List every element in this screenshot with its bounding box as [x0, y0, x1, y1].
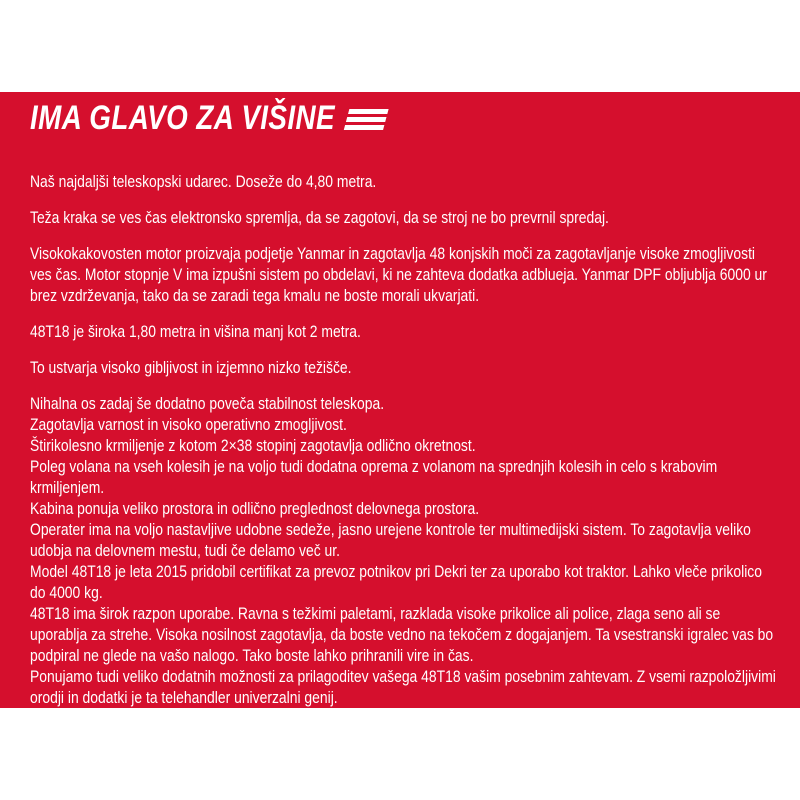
speed-line-bar	[346, 117, 387, 122]
boom-weight-paragraph: Teža kraka se ves čas elektronsko spremlja, da se zagotovi, da se stroj ne bo prevrnil spredaj.	[30, 208, 609, 227]
page-title	[30, 98, 776, 138]
banner-content	[30, 92, 776, 708]
speed-lines-icon	[344, 109, 389, 130]
stability-paragraph: To ustvarja visoko gibljivost in izjemno nizko težišče.	[30, 358, 352, 377]
feature-line: Operater ima na voljo nastavljive udobne sedeže, jasno urejene kontrole ter multimedijski sistem. To zagotavlja veliko udobja na delovnem mestu, tudi če delamo več ur.	[30, 520, 751, 560]
feature-line: Kabina ponuja veliko prostora in odlično preglednost delovnega prostora.	[30, 499, 480, 518]
feature-line: Nihalna os zadaj še dodatno poveča stabilnost teleskopa.	[30, 394, 385, 413]
feature-list	[30, 393, 776, 708]
feature-line: Model 48T18 je leta 2015 pridobil certifikat za prevoz potnikov pri Dekri ter za uporabo kot traktor. Lahko vleče prikolico do 4000 kg.	[30, 562, 762, 602]
feature-line: 48T18 ima širok razpon uporabe. Ravna s težkimi paletami, razklada visoke prikolice ali police, zlaga seno ali se uporablja za strehe. Visoka nosilnost zagotavlja, da boste vedno na tekočem z dogajanjem. Ta vsestranski igralec vas bo podpiral ne glede na vašo nalogo. Tako boste lahko prihranili vire in čas.	[30, 604, 774, 665]
page-title-text: IMA GLAVO ZA VIŠINE	[30, 99, 335, 137]
speed-line-bar	[348, 109, 389, 114]
feature-line: Zagotavlja varnost in visoko operativno zmogljivost.	[30, 415, 347, 434]
speed-line-bar	[344, 125, 385, 130]
feature-line: Štirikolesno krmiljenje z kotom 2×38 stopinj zagotavlja odlično okretnost.	[30, 436, 476, 455]
feature-line: Poleg volana na vseh kolesih je na voljo tudi dodatna oprema z volanom na sprednjih kolesih in celo s krabovim krmiljenjem.	[30, 457, 718, 497]
engine-paragraph: Visokokakovosten motor proizvaja podjetje Yanmar in zagotavlja 48 konjskih moči za zagotavljanje visoke zmogljivosti ves čas. Motor stopnje V ima izpušni sistem po obdelavi, ki ne zahteva dodatka adblueja. Yanmar DPF obljublja 6000 ur brez vzdrževanja, tako da se zaradi tega kmalu ne boste morali ukvarjati.	[30, 244, 767, 305]
dimensions-paragraph: 48T18 je široka 1,80 metra in višina manj kot 2 metra.	[30, 322, 361, 341]
red-banner	[0, 92, 800, 708]
feature-line: Ponujamo tudi veliko dodatnih možnosti za prilagoditev vašega 48T18 vašim posebnim zahtevam. Z vsemi razpoložljivimi orodji in dodatki je ta telehandler univerzalni genij.	[30, 667, 776, 707]
intro-paragraph: Naš najdaljši teleskopski udarec. Doseže do 4,80 metra.	[30, 172, 377, 191]
